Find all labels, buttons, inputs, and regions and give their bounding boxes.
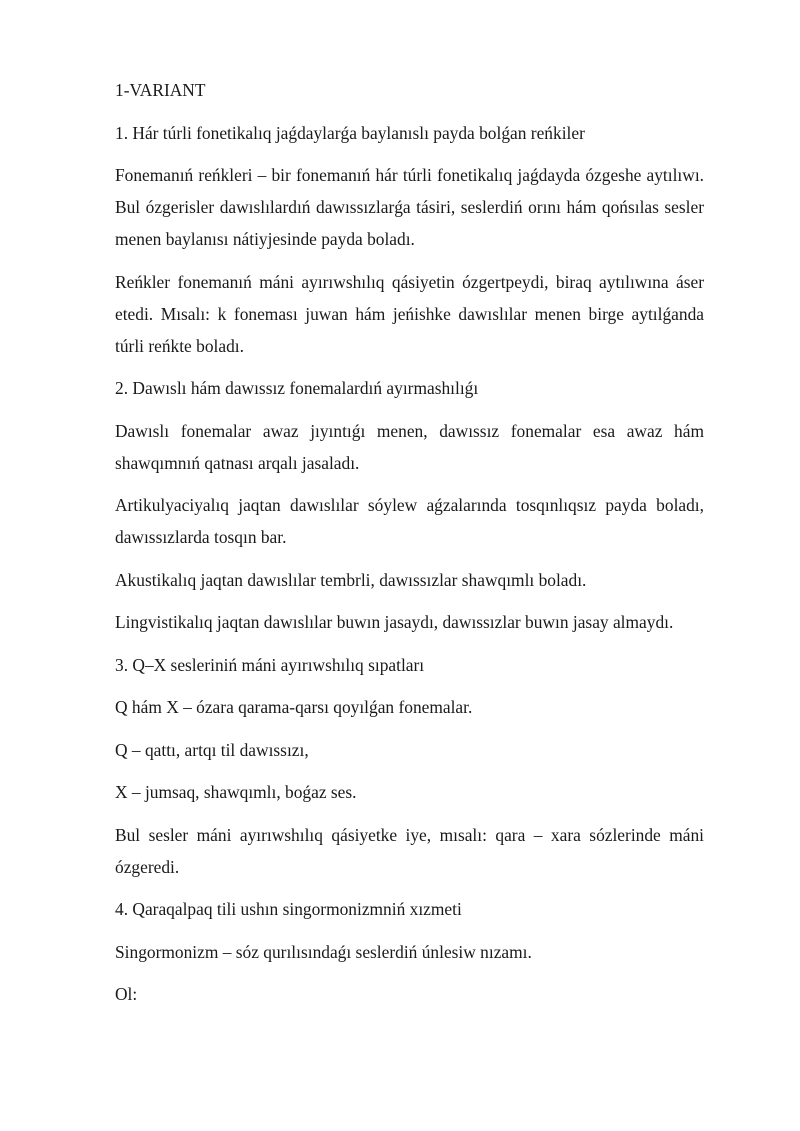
variant-heading: 1-VARIANT	[115, 80, 206, 100]
paragraph: Singormonizm – sóz qurılısındaǵı seslerdiń únlesiw nızamı.	[115, 941, 532, 962]
paragraph: Lingvistikalıq jaqtan dawıslılar buwın jasaydı, dawıssızlar buwın jasay almaydı.	[115, 612, 674, 632]
question-1-heading: 1. Hár túrli fonetikalıq jaǵdaylarǵa baylanıslı payda bolǵan reńkiler	[115, 122, 585, 143]
paragraph: Fonemanıń reńkleri – bir fonemanıń hár túrli fonetikalıq jaǵdayda ózgeshe aytılıwı. Bul ózgerisler dawıslılardıń dawıssızlarǵa tásiri, seslerdiń orını hám qońsılas sesler menen baylanısı nátiyjesinde payda boladı.	[115, 165, 704, 249]
paragraph: Artikulyaciyalıq jaqtan dawıslılar sóylew aǵzalarında tosqınlıqsız payda boladı, dawıssızlarda tosqın bar.	[115, 495, 704, 547]
paragraph: Q – qattı, artqı til dawıssızı,	[115, 739, 309, 760]
question-2-heading: 2. Dawıslı hám dawıssız fonemalardıń ayırmashılıǵı	[115, 378, 479, 398]
paragraph: Q hám X – ózara qarama-qarsı qoyılǵan fonemalar.	[115, 697, 473, 717]
question-4-heading: 4. Qaraqalpaq tili ushın singormonizmniń xızmeti	[115, 899, 462, 919]
question-3-heading: 3. Q–X sesleriniń máni ayırıwshılıq sıpatları	[115, 654, 425, 675]
document-page	[115, 74, 704, 1021]
paragraph: Bul sesler máni ayırıwshılıq qásiyetke iye, mısalı: qara – xara sózlerinde máni ózgeredi.	[115, 824, 704, 877]
paragraph: Akustikalıq jaqtan dawıslılar tembrli, dawıssızlar shawqımlı boladı.	[115, 569, 587, 590]
paragraph: X – jumsaq, shawqımlı, boǵaz ses.	[115, 782, 357, 802]
paragraph: Dawıslı fonemalar awaz jıyıntıǵı menen, dawıssız fonemalar esa awaz hám shawqımnıń qatnası arqalı jasaladı.	[115, 420, 704, 473]
paragraph: Ol:	[115, 984, 138, 1004]
paragraph: Reńkler fonemanıń máni ayırıwshılıq qásiyetin ózgertpeydi, biraq aytılıwına áser etedi. Mısalı: k foneması juwan hám jeńishke dawıslılar menen birge aytılǵanda túrli reńkte boladı.	[115, 271, 704, 356]
